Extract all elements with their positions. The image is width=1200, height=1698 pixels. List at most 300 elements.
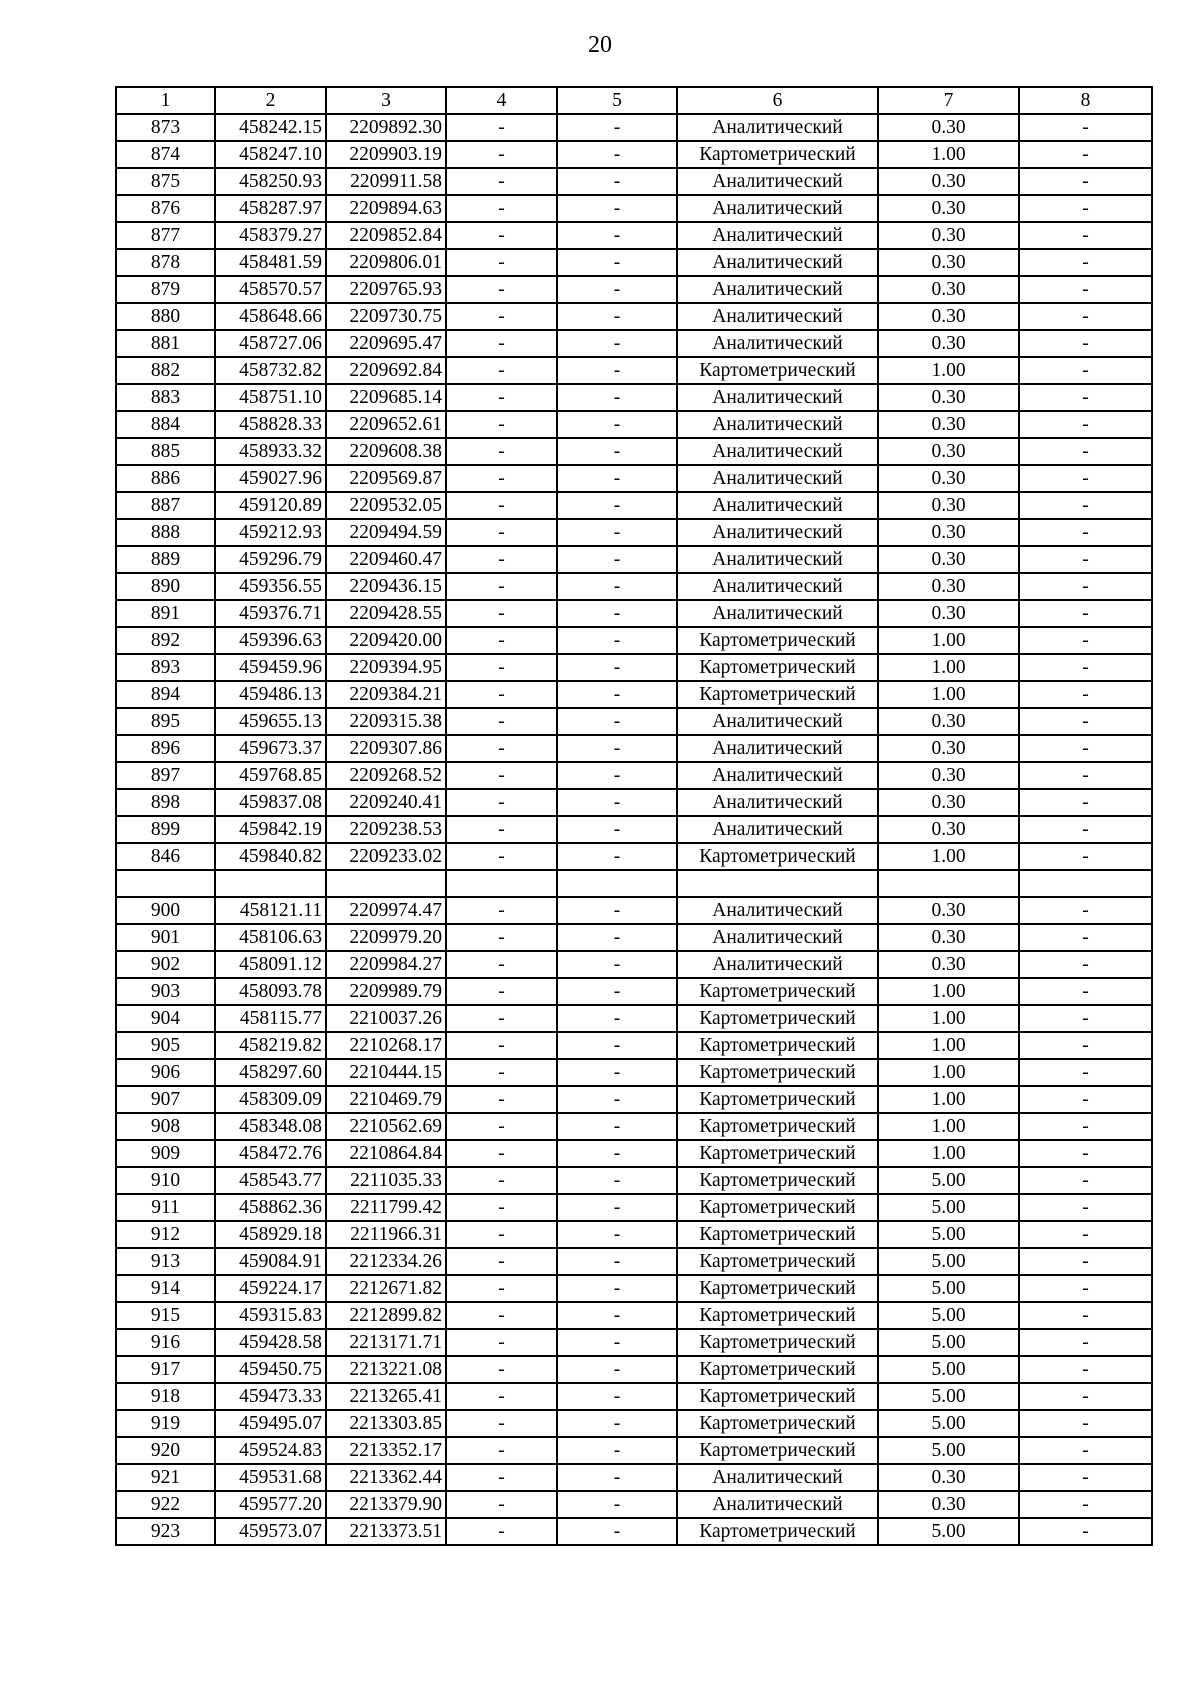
method-cell: Аналитический <box>677 303 878 330</box>
method-cell: Аналитический <box>677 897 878 924</box>
accuracy-cell: 5.00 <box>878 1437 1019 1464</box>
col-4-cell: - <box>446 411 557 438</box>
y-coordinate-cell: 2209903.19 <box>326 141 446 168</box>
x-coordinate-cell: 458472.76 <box>215 1140 326 1167</box>
x-coordinate-cell: 458828.33 <box>215 411 326 438</box>
col-4-cell: - <box>446 1032 557 1059</box>
y-coordinate-cell: 2210037.26 <box>326 1005 446 1032</box>
col-5-cell: - <box>557 951 677 978</box>
x-coordinate-cell: 458106.63 <box>215 924 326 951</box>
col-4-cell <box>446 870 557 897</box>
x-coordinate-cell: 458287.97 <box>215 195 326 222</box>
col-5-cell: - <box>557 978 677 1005</box>
accuracy-cell: 1.00 <box>878 357 1019 384</box>
x-coordinate-cell: 458862.36 <box>215 1194 326 1221</box>
accuracy-cell: 1.00 <box>878 1086 1019 1113</box>
x-coordinate-cell: 459655.13 <box>215 708 326 735</box>
accuracy-cell: 0.30 <box>878 816 1019 843</box>
accuracy-cell: 0.30 <box>878 600 1019 627</box>
col-4-cell: - <box>446 978 557 1005</box>
col-5-cell: - <box>557 654 677 681</box>
table-row <box>116 1437 1152 1464</box>
col-4-cell: - <box>446 1356 557 1383</box>
col-8-cell: - <box>1019 1437 1152 1464</box>
col-8-cell: - <box>1019 1248 1152 1275</box>
table-row <box>116 1329 1152 1356</box>
col-4-cell: - <box>446 789 557 816</box>
x-coordinate-cell: 458648.66 <box>215 303 326 330</box>
col-8-cell: - <box>1019 195 1152 222</box>
point-number-cell: 894 <box>116 681 215 708</box>
accuracy-cell: 5.00 <box>878 1275 1019 1302</box>
method-cell: Аналитический <box>677 411 878 438</box>
method-cell: Картометрический <box>677 141 878 168</box>
point-number-cell: 902 <box>116 951 215 978</box>
x-coordinate-cell: 459084.91 <box>215 1248 326 1275</box>
col-4-cell: - <box>446 762 557 789</box>
x-coordinate-cell: 458543.77 <box>215 1167 326 1194</box>
accuracy-cell: 0.30 <box>878 573 1019 600</box>
col-4-cell: - <box>446 249 557 276</box>
method-cell: Картометрический <box>677 1059 878 1086</box>
accuracy-cell: 0.30 <box>878 924 1019 951</box>
point-number-cell: 916 <box>116 1329 215 1356</box>
table-row <box>116 411 1152 438</box>
point-number-cell: 899 <box>116 816 215 843</box>
col-8-cell: - <box>1019 222 1152 249</box>
col-5-cell: - <box>557 168 677 195</box>
y-coordinate-cell: 2213373.51 <box>326 1518 446 1545</box>
header-cell: 6 <box>677 87 878 114</box>
x-coordinate-cell: 459450.75 <box>215 1356 326 1383</box>
x-coordinate-cell: 459673.37 <box>215 735 326 762</box>
point-number-cell: 875 <box>116 168 215 195</box>
y-coordinate-cell: 2209494.59 <box>326 519 446 546</box>
col-8-cell: - <box>1019 438 1152 465</box>
point-number-cell: 900 <box>116 897 215 924</box>
x-coordinate-cell: 458297.60 <box>215 1059 326 1086</box>
col-4-cell: - <box>446 330 557 357</box>
col-5-cell: - <box>557 1194 677 1221</box>
y-coordinate-cell: 2209569.87 <box>326 465 446 492</box>
method-cell: Аналитический <box>677 924 878 951</box>
col-8-cell: - <box>1019 924 1152 951</box>
col-4-cell: - <box>446 195 557 222</box>
col-4-cell: - <box>446 1059 557 1086</box>
x-coordinate-cell: 458348.08 <box>215 1113 326 1140</box>
x-coordinate-cell: 458242.15 <box>215 114 326 141</box>
method-cell: Картометрический <box>677 1383 878 1410</box>
method-cell: Аналитический <box>677 465 878 492</box>
col-5-cell: - <box>557 681 677 708</box>
header-cell: 5 <box>557 87 677 114</box>
table-row <box>116 492 1152 519</box>
accuracy-cell: 5.00 <box>878 1194 1019 1221</box>
y-coordinate-cell: 2211799.42 <box>326 1194 446 1221</box>
table-row <box>116 870 1152 897</box>
table-row <box>116 546 1152 573</box>
point-number-cell: 917 <box>116 1356 215 1383</box>
point-number-cell: 890 <box>116 573 215 600</box>
table-row <box>116 1221 1152 1248</box>
table-row <box>116 519 1152 546</box>
y-coordinate-cell: 2212899.82 <box>326 1302 446 1329</box>
accuracy-cell: 0.30 <box>878 951 1019 978</box>
col-5-cell: - <box>557 114 677 141</box>
col-8-cell: - <box>1019 1464 1152 1491</box>
accuracy-cell: 0.30 <box>878 384 1019 411</box>
method-cell: Аналитический <box>677 789 878 816</box>
col-4-cell: - <box>446 438 557 465</box>
header-cell: 7 <box>878 87 1019 114</box>
x-coordinate-cell: 458219.82 <box>215 1032 326 1059</box>
x-coordinate-cell: 458250.93 <box>215 168 326 195</box>
col-8-cell: - <box>1019 1329 1152 1356</box>
col-8-cell: - <box>1019 654 1152 681</box>
y-coordinate-cell: 2210469.79 <box>326 1086 446 1113</box>
col-8-cell: - <box>1019 384 1152 411</box>
col-4-cell: - <box>446 627 557 654</box>
accuracy-cell: 1.00 <box>878 1059 1019 1086</box>
point-number-cell: 874 <box>116 141 215 168</box>
x-coordinate-cell: 459356.55 <box>215 573 326 600</box>
accuracy-cell: 1.00 <box>878 627 1019 654</box>
col-4-cell: - <box>446 573 557 600</box>
y-coordinate-cell: 2209989.79 <box>326 978 446 1005</box>
col-4-cell: - <box>446 141 557 168</box>
col-8-cell: - <box>1019 303 1152 330</box>
y-coordinate-cell: 2211035.33 <box>326 1167 446 1194</box>
y-coordinate-cell: 2209685.14 <box>326 384 446 411</box>
table-row <box>116 573 1152 600</box>
table-row <box>116 1113 1152 1140</box>
method-cell: Картометрический <box>677 1275 878 1302</box>
page-number: 20 <box>588 32 612 58</box>
col-8-cell: - <box>1019 708 1152 735</box>
x-coordinate-cell: 459224.17 <box>215 1275 326 1302</box>
col-5-cell: - <box>557 222 677 249</box>
accuracy-cell: 5.00 <box>878 1410 1019 1437</box>
method-cell: Картометрический <box>677 843 878 870</box>
accuracy-cell: 1.00 <box>878 1032 1019 1059</box>
col-5-cell: - <box>557 1167 677 1194</box>
x-coordinate-cell: 459027.96 <box>215 465 326 492</box>
y-coordinate-cell: 2211966.31 <box>326 1221 446 1248</box>
point-number-cell: 906 <box>116 1059 215 1086</box>
y-coordinate-cell: 2213265.41 <box>326 1383 446 1410</box>
y-coordinate-cell: 2213352.17 <box>326 1437 446 1464</box>
point-number-cell: 893 <box>116 654 215 681</box>
col-5-cell: - <box>557 1329 677 1356</box>
col-5-cell: - <box>557 1275 677 1302</box>
point-number-cell: 919 <box>116 1410 215 1437</box>
y-coordinate-cell: 2209765.93 <box>326 276 446 303</box>
point-number-cell: 915 <box>116 1302 215 1329</box>
point-number-cell: 905 <box>116 1032 215 1059</box>
point-number-cell: 912 <box>116 1221 215 1248</box>
x-coordinate-cell: 459768.85 <box>215 762 326 789</box>
point-number-cell: 914 <box>116 1275 215 1302</box>
y-coordinate-cell: 2209436.15 <box>326 573 446 600</box>
col-4-cell: - <box>446 951 557 978</box>
point-number-cell: 921 <box>116 1464 215 1491</box>
point-number-cell: 913 <box>116 1248 215 1275</box>
table-row <box>116 1059 1152 1086</box>
method-cell: Картометрический <box>677 1167 878 1194</box>
y-coordinate-cell: 2210268.17 <box>326 1032 446 1059</box>
method-cell: Картометрический <box>677 1356 878 1383</box>
col-8-cell: - <box>1019 1221 1152 1248</box>
accuracy-cell: 5.00 <box>878 1248 1019 1275</box>
col-5-cell: - <box>557 1221 677 1248</box>
table-row <box>116 1302 1152 1329</box>
method-cell: Аналитический <box>677 330 878 357</box>
accuracy-cell: 0.30 <box>878 276 1019 303</box>
x-coordinate-cell: 459315.83 <box>215 1302 326 1329</box>
col-5-cell: - <box>557 1464 677 1491</box>
col-4-cell: - <box>446 600 557 627</box>
point-number-cell: 923 <box>116 1518 215 1545</box>
table-body <box>116 87 1152 1545</box>
method-cell: Картометрический <box>677 1518 878 1545</box>
col-5-cell: - <box>557 303 677 330</box>
point-number-cell: 918 <box>116 1383 215 1410</box>
col-4-cell: - <box>446 168 557 195</box>
col-4-cell: - <box>446 924 557 951</box>
accuracy-cell: 0.30 <box>878 438 1019 465</box>
table-row <box>116 1491 1152 1518</box>
method-cell: Аналитический <box>677 708 878 735</box>
accuracy-cell: 1.00 <box>878 843 1019 870</box>
col-8-cell: - <box>1019 762 1152 789</box>
col-8-cell: - <box>1019 978 1152 1005</box>
accuracy-cell: 1.00 <box>878 141 1019 168</box>
x-coordinate-cell: 459396.63 <box>215 627 326 654</box>
col-4-cell: - <box>446 681 557 708</box>
table-row <box>116 1275 1152 1302</box>
accuracy-cell: 1.00 <box>878 1113 1019 1140</box>
point-number-cell: 880 <box>116 303 215 330</box>
accuracy-cell: 1.00 <box>878 1005 1019 1032</box>
table-row <box>116 789 1152 816</box>
col-5-cell: - <box>557 843 677 870</box>
col-8-cell: - <box>1019 1086 1152 1113</box>
y-coordinate-cell: 2209984.27 <box>326 951 446 978</box>
method-cell: Картометрический <box>677 1086 878 1113</box>
col-8-cell: - <box>1019 492 1152 519</box>
accuracy-cell: 0.30 <box>878 114 1019 141</box>
point-number-cell: 882 <box>116 357 215 384</box>
method-cell: Аналитический <box>677 492 878 519</box>
point-number-cell: 891 <box>116 600 215 627</box>
table-row <box>116 384 1152 411</box>
x-coordinate-cell: 459459.96 <box>215 654 326 681</box>
method-cell: Картометрический <box>677 1194 878 1221</box>
col-8-cell: - <box>1019 681 1152 708</box>
y-coordinate-cell: 2213362.44 <box>326 1464 446 1491</box>
table-row <box>116 1464 1152 1491</box>
method-cell: Картометрический <box>677 1032 878 1059</box>
col-5-cell: - <box>557 1491 677 1518</box>
col-5-cell: - <box>557 1437 677 1464</box>
method-cell: Картометрический <box>677 357 878 384</box>
col-5-cell: - <box>557 546 677 573</box>
col-4-cell: - <box>446 1383 557 1410</box>
accuracy-cell: 0.30 <box>878 546 1019 573</box>
x-coordinate-cell: 459573.07 <box>215 1518 326 1545</box>
y-coordinate-cell: 2210864.84 <box>326 1140 446 1167</box>
table-row <box>116 978 1152 1005</box>
col-8-cell: - <box>1019 1059 1152 1086</box>
point-number-cell: 920 <box>116 1437 215 1464</box>
col-5-cell: - <box>557 465 677 492</box>
col-4-cell: - <box>446 1464 557 1491</box>
y-coordinate-cell: 2209384.21 <box>326 681 446 708</box>
col-4-cell: - <box>446 1491 557 1518</box>
x-coordinate-cell: 458379.27 <box>215 222 326 249</box>
method-cell: Аналитический <box>677 438 878 465</box>
col-4-cell: - <box>446 1329 557 1356</box>
x-coordinate-cell: 459531.68 <box>215 1464 326 1491</box>
accuracy-cell: 0.30 <box>878 735 1019 762</box>
table-row <box>116 222 1152 249</box>
accuracy-cell <box>878 870 1019 897</box>
accuracy-cell: 0.30 <box>878 1491 1019 1518</box>
accuracy-cell: 0.30 <box>878 789 1019 816</box>
accuracy-cell: 5.00 <box>878 1221 1019 1248</box>
col-8-cell: - <box>1019 141 1152 168</box>
col-5-cell: - <box>557 1410 677 1437</box>
header-cell: 4 <box>446 87 557 114</box>
table-row <box>116 1005 1152 1032</box>
y-coordinate-cell: 2209233.02 <box>326 843 446 870</box>
col-4-cell: - <box>446 276 557 303</box>
method-cell: Аналитический <box>677 573 878 600</box>
col-4-cell: - <box>446 1113 557 1140</box>
x-coordinate-cell: 458727.06 <box>215 330 326 357</box>
col-4-cell: - <box>446 384 557 411</box>
col-8-cell: - <box>1019 114 1152 141</box>
method-cell: Картометрический <box>677 681 878 708</box>
method-cell: Аналитический <box>677 735 878 762</box>
col-8-cell: - <box>1019 411 1152 438</box>
table-row <box>116 465 1152 492</box>
method-cell: Аналитический <box>677 114 878 141</box>
method-cell <box>677 870 878 897</box>
col-8-cell: - <box>1019 168 1152 195</box>
method-cell: Аналитический <box>677 951 878 978</box>
col-5-cell: - <box>557 1383 677 1410</box>
method-cell: Аналитический <box>677 195 878 222</box>
accuracy-cell: 5.00 <box>878 1356 1019 1383</box>
col-4-cell: - <box>446 1005 557 1032</box>
accuracy-cell: 0.30 <box>878 762 1019 789</box>
table-row <box>116 816 1152 843</box>
header-cell: 1 <box>116 87 215 114</box>
y-coordinate-cell: 2212334.26 <box>326 1248 446 1275</box>
point-number-cell: 907 <box>116 1086 215 1113</box>
col-5-cell: - <box>557 1113 677 1140</box>
col-8-cell: - <box>1019 843 1152 870</box>
x-coordinate-cell: 459524.83 <box>215 1437 326 1464</box>
header-row <box>116 87 1152 114</box>
point-number-cell: 889 <box>116 546 215 573</box>
method-cell: Аналитический <box>677 276 878 303</box>
method-cell: Картометрический <box>677 978 878 1005</box>
table-row <box>116 735 1152 762</box>
table-row <box>116 357 1152 384</box>
table-row <box>116 1383 1152 1410</box>
table-row <box>116 951 1152 978</box>
method-cell: Картометрический <box>677 1140 878 1167</box>
col-5-cell: - <box>557 1005 677 1032</box>
method-cell: Аналитический <box>677 1464 878 1491</box>
x-coordinate-cell: 458732.82 <box>215 357 326 384</box>
col-4-cell: - <box>446 1275 557 1302</box>
table-row <box>116 168 1152 195</box>
table-row <box>116 303 1152 330</box>
table-row <box>116 924 1152 951</box>
col-8-cell: - <box>1019 1491 1152 1518</box>
y-coordinate-cell: 2209420.00 <box>326 627 446 654</box>
x-coordinate-cell: 458247.10 <box>215 141 326 168</box>
point-number-cell: 892 <box>116 627 215 654</box>
y-coordinate-cell: 2209695.47 <box>326 330 446 357</box>
table-row <box>116 654 1152 681</box>
table-row <box>116 1140 1152 1167</box>
method-cell: Аналитический <box>677 519 878 546</box>
y-coordinate-cell: 2209894.63 <box>326 195 446 222</box>
y-coordinate-cell <box>326 870 446 897</box>
col-8-cell: - <box>1019 1302 1152 1329</box>
col-5-cell: - <box>557 1086 677 1113</box>
y-coordinate-cell: 2210444.15 <box>326 1059 446 1086</box>
col-4-cell: - <box>446 1194 557 1221</box>
x-coordinate-cell: 459837.08 <box>215 789 326 816</box>
method-cell: Картометрический <box>677 1410 878 1437</box>
accuracy-cell: 1.00 <box>878 978 1019 1005</box>
col-5-cell: - <box>557 384 677 411</box>
point-number-cell: 878 <box>116 249 215 276</box>
x-coordinate-cell: 458309.09 <box>215 1086 326 1113</box>
col-4-cell: - <box>446 1518 557 1545</box>
x-coordinate-cell: 458093.78 <box>215 978 326 1005</box>
x-coordinate-cell: 459212.93 <box>215 519 326 546</box>
header-cell: 3 <box>326 87 446 114</box>
method-cell: Аналитический <box>677 546 878 573</box>
accuracy-cell: 0.30 <box>878 411 1019 438</box>
col-8-cell <box>1019 870 1152 897</box>
x-coordinate-cell: 458933.32 <box>215 438 326 465</box>
table-row <box>116 1032 1152 1059</box>
y-coordinate-cell: 2212671.82 <box>326 1275 446 1302</box>
col-4-cell: - <box>446 465 557 492</box>
col-8-cell: - <box>1019 276 1152 303</box>
col-8-cell: - <box>1019 1518 1152 1545</box>
method-cell: Аналитический <box>677 600 878 627</box>
accuracy-cell: 0.30 <box>878 330 1019 357</box>
table-row <box>116 843 1152 870</box>
accuracy-cell: 0.30 <box>878 195 1019 222</box>
col-8-cell: - <box>1019 249 1152 276</box>
col-5-cell: - <box>557 195 677 222</box>
col-4-cell: - <box>446 1410 557 1437</box>
point-number-cell: 873 <box>116 114 215 141</box>
point-number-cell: 885 <box>116 438 215 465</box>
col-5-cell: - <box>557 573 677 600</box>
point-number-cell: 883 <box>116 384 215 411</box>
col-5-cell: - <box>557 789 677 816</box>
